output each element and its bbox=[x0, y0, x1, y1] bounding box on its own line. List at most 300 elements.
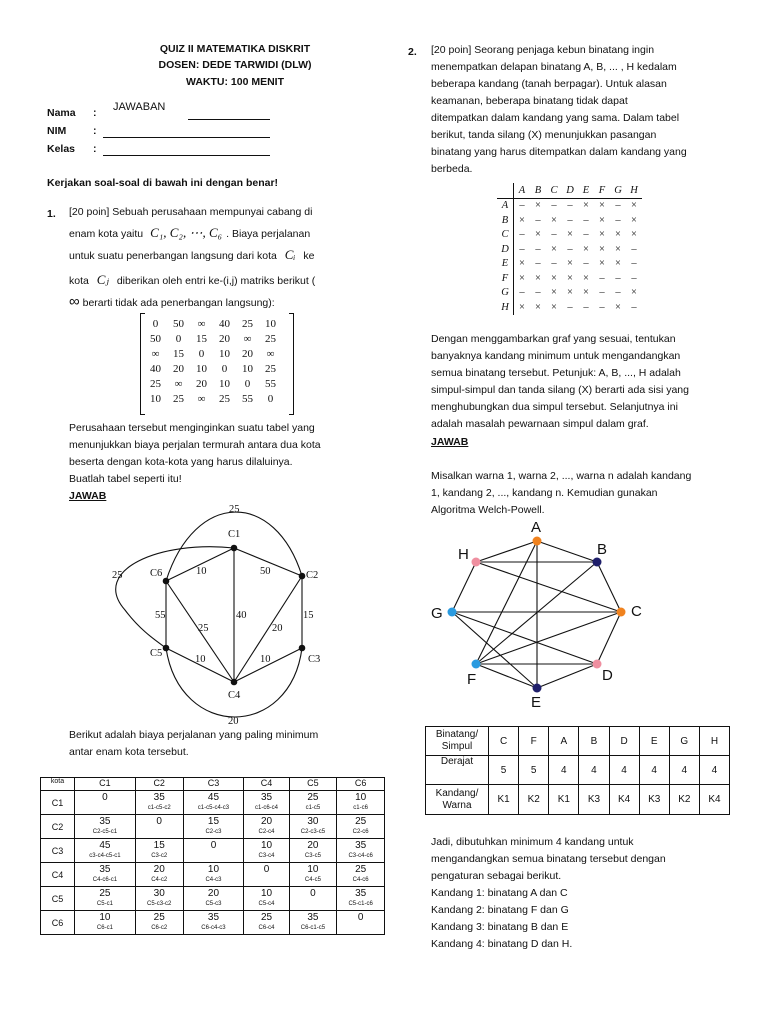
cost-value: 0 bbox=[263, 864, 270, 875]
cost-cell bbox=[337, 863, 385, 887]
node-h bbox=[472, 558, 481, 567]
matrix-cell: 0 bbox=[175, 332, 182, 345]
matrix-cell: ∞ bbox=[151, 347, 160, 360]
row-header: C3 bbox=[41, 839, 75, 863]
cost-value: 20 bbox=[153, 864, 165, 875]
matrix-cell: 10 bbox=[196, 362, 207, 375]
cost-value: 0 bbox=[310, 888, 316, 899]
cross-cell: – bbox=[583, 214, 589, 226]
cell: K4 bbox=[699, 785, 729, 815]
row-label: Derajat bbox=[426, 756, 489, 785]
cost-path: C2-c5-c1 bbox=[92, 829, 118, 835]
cross-cell: – bbox=[599, 301, 605, 313]
cost-path: c1-c5 bbox=[305, 805, 321, 811]
cross-cell: – bbox=[615, 214, 621, 226]
cost-cell bbox=[337, 791, 385, 815]
col-header: C3 bbox=[183, 778, 244, 791]
node-label-c6: C6 bbox=[150, 568, 163, 579]
q2-para1-line: menempatkan delapan binatang A, B, ... , H kedalam bbox=[431, 61, 677, 73]
cross-cell: × bbox=[535, 200, 541, 212]
nim-colon: : bbox=[93, 125, 97, 137]
cost-path: C2-c3 bbox=[205, 829, 222, 835]
q2-para3-line: Algoritma Welch-Powell. bbox=[431, 504, 545, 516]
q1-answer-label: JAWAB bbox=[69, 490, 107, 502]
matrix-cell: 10 bbox=[150, 392, 161, 405]
cost-cell bbox=[337, 911, 385, 935]
cross-cell: – bbox=[551, 229, 557, 241]
q1-summary-line: antar enam kota tersebut. bbox=[69, 746, 189, 758]
node-c bbox=[617, 608, 626, 617]
cross-col-header: A bbox=[514, 183, 531, 198]
cross-cell: × bbox=[583, 272, 589, 284]
node-e bbox=[533, 684, 542, 693]
cell: K3 bbox=[579, 785, 609, 815]
min-cost-table bbox=[40, 777, 385, 935]
edge-d-e bbox=[537, 664, 597, 688]
matrix-cell: 0 bbox=[221, 362, 228, 375]
cross-cell: × bbox=[599, 243, 605, 255]
q1-line2b: . Biaya perjalanan bbox=[226, 228, 311, 240]
cross-cell: × bbox=[599, 214, 605, 226]
cost-cell bbox=[183, 815, 244, 839]
cell: K1 bbox=[549, 785, 579, 815]
cross-cell: – bbox=[631, 243, 637, 255]
cross-cell: – bbox=[583, 301, 589, 313]
node-label-c2: C2 bbox=[306, 570, 319, 581]
edge-c2-c4 bbox=[234, 576, 302, 682]
table-row bbox=[41, 791, 385, 815]
matrix-cell: 20 bbox=[242, 347, 253, 360]
edge-weight: 10 bbox=[195, 654, 206, 665]
edge-weight: 50 bbox=[260, 566, 271, 577]
q1-cj: Cⱼ bbox=[96, 272, 109, 287]
cross-row bbox=[497, 286, 642, 301]
edge-c1-c5 bbox=[116, 547, 234, 648]
cost-value: 35 bbox=[260, 792, 273, 803]
cell: 4 bbox=[549, 756, 579, 785]
cost-value: 10 bbox=[207, 864, 220, 875]
matrix-cell: 10 bbox=[242, 362, 253, 375]
q2-para1-line: beberapa kandang (tanah berpagar). Untuk alasan bbox=[431, 78, 667, 90]
node-label-c3: C3 bbox=[308, 654, 321, 665]
cost-path: C6-c4 bbox=[258, 925, 275, 931]
cross-cell: – bbox=[535, 287, 541, 299]
cross-row-header: G bbox=[497, 286, 514, 301]
table-row bbox=[41, 887, 385, 911]
node-label-c: C bbox=[631, 603, 642, 620]
q1-para bbox=[69, 420, 362, 488]
node-c5 bbox=[163, 645, 170, 652]
cost-path: C4-c6-c1 bbox=[92, 877, 118, 883]
cost-path: C6-c4-c3 bbox=[201, 925, 226, 931]
matrix-row bbox=[144, 331, 282, 346]
matrix-cell: 55 bbox=[242, 392, 253, 405]
cross-cell: – bbox=[519, 229, 525, 241]
cost-cell bbox=[135, 887, 183, 911]
cost-value: 10 bbox=[99, 912, 111, 923]
q1-summary bbox=[69, 727, 362, 761]
cross-col-header: E bbox=[578, 183, 594, 198]
cost-matrix bbox=[144, 316, 282, 406]
quiz-title: QUIZ II MATEMATIKA DISKRIT bbox=[159, 43, 311, 55]
cost-path: C4-c6 bbox=[352, 877, 369, 883]
cell: 4 bbox=[669, 756, 699, 785]
node-c1 bbox=[231, 545, 238, 552]
cell: K4 bbox=[609, 785, 639, 815]
cross-cell: × bbox=[567, 258, 573, 270]
cross-cell: × bbox=[615, 229, 621, 241]
cost-cell bbox=[75, 791, 136, 815]
nim-line[interactable] bbox=[103, 125, 270, 138]
edge-c-h bbox=[476, 562, 621, 612]
cross-corner bbox=[497, 183, 514, 198]
conclusion-line: Kandang 1: binatang A dan C bbox=[431, 887, 568, 899]
node-b bbox=[593, 558, 602, 567]
cross-cell: – bbox=[615, 287, 621, 299]
node-label-c4: C4 bbox=[228, 690, 241, 701]
cost-value: 0 bbox=[102, 792, 108, 803]
cross-row-header: E bbox=[497, 257, 514, 272]
cell: 5 bbox=[519, 756, 549, 785]
q2-answer-label: JAWAB bbox=[431, 436, 469, 448]
cross-col-header: F bbox=[594, 183, 610, 198]
table-row bbox=[41, 839, 385, 863]
cost-cell bbox=[289, 839, 337, 863]
q2-conclusion bbox=[431, 834, 723, 953]
cost-value: 35 bbox=[207, 912, 220, 923]
cross-cell: × bbox=[615, 243, 621, 255]
matrix-cell: 20 bbox=[173, 362, 184, 375]
node-label-a: A bbox=[531, 519, 542, 536]
cost-cell bbox=[75, 815, 136, 839]
cross-cell: × bbox=[519, 301, 525, 313]
cross-cell: × bbox=[631, 214, 637, 226]
cross-cell: × bbox=[615, 258, 621, 270]
matrix-row bbox=[144, 376, 282, 391]
q1-line5-text: berarti tidak ada penerbangan langsung): bbox=[82, 297, 275, 309]
matrix-cell: ∞ bbox=[174, 377, 183, 390]
cross-header-row bbox=[497, 183, 642, 198]
edge-g-h bbox=[452, 562, 476, 612]
cross-cell: × bbox=[519, 214, 525, 226]
cost-cell bbox=[75, 839, 136, 863]
q1-graph bbox=[100, 500, 340, 730]
q2-para1-line: keamanan, beberapa binatang tidak dapat bbox=[431, 95, 628, 107]
node-label-d: D bbox=[602, 667, 613, 684]
q1-line3-text: untuk suatu penerbangan langsung dari kota bbox=[69, 250, 277, 262]
q1-para-line: Perusahaan tersebut menginginkan suatu tabel yang bbox=[69, 422, 315, 434]
conclusion-line: Kandang 2: binatang F dan G bbox=[431, 904, 569, 916]
cross-cell: – bbox=[567, 243, 573, 255]
matrix-cell: 25 bbox=[242, 317, 253, 330]
cross-cell: × bbox=[599, 229, 605, 241]
cross-cell: – bbox=[567, 301, 573, 313]
cross-row-header: H bbox=[497, 300, 514, 315]
cell: K1 bbox=[489, 785, 519, 815]
matrix-cell: 40 bbox=[150, 362, 161, 375]
cell: H bbox=[699, 727, 729, 756]
cost-path: C3-c2 bbox=[151, 853, 168, 859]
node-label-g: G bbox=[431, 605, 443, 622]
cross-row bbox=[497, 271, 642, 286]
cost-value: 35 bbox=[153, 792, 165, 803]
cross-row-header: C bbox=[497, 228, 514, 243]
cost-value: 10 bbox=[260, 888, 273, 899]
cross-cell: × bbox=[535, 272, 541, 284]
cross-cell: – bbox=[551, 258, 557, 270]
conflict-table bbox=[497, 183, 642, 315]
cost-cell bbox=[135, 839, 183, 863]
cross-cell: × bbox=[631, 287, 637, 299]
q2-graph bbox=[425, 515, 655, 715]
q2-para2-line: banyaknya kandang minimum untuk mengandangkan bbox=[431, 350, 681, 362]
row-header: C1 bbox=[41, 791, 75, 815]
matrix-row bbox=[144, 391, 282, 406]
edge-weight: 25 bbox=[112, 570, 123, 581]
node-a bbox=[533, 537, 542, 546]
matrix-row bbox=[144, 361, 282, 376]
cost-cell bbox=[183, 863, 244, 887]
cost-path: C2-c4 bbox=[258, 829, 275, 835]
q1-kota: kota bbox=[69, 275, 89, 287]
cost-value: 35 bbox=[307, 912, 319, 923]
node-c3 bbox=[299, 645, 306, 652]
cell: A bbox=[549, 727, 579, 756]
q1-line4b: diberikan oleh entri ke-(i,j) matriks berikut ( bbox=[116, 275, 316, 287]
matrix-cell: 25 bbox=[265, 362, 276, 375]
matrix-cell: 25 bbox=[150, 377, 161, 390]
cell: E bbox=[639, 727, 669, 756]
cost-path: C3-c4 bbox=[258, 853, 275, 859]
q1-line5 bbox=[69, 293, 362, 312]
matrix-row bbox=[144, 316, 282, 331]
table-corner: kota bbox=[41, 778, 75, 791]
cost-path: c1-c6-c4 bbox=[254, 805, 278, 811]
cell: 4 bbox=[609, 756, 639, 785]
time-line: WAKTU: 100 MENIT bbox=[185, 76, 284, 88]
cross-row bbox=[497, 257, 642, 272]
matrix-cell: 10 bbox=[219, 347, 230, 360]
kelas-label: Kelas bbox=[47, 143, 76, 155]
cost-value: 10 bbox=[355, 792, 367, 803]
row-header: C4 bbox=[41, 863, 75, 887]
cost-cell bbox=[75, 911, 136, 935]
q2-para1-line: binatang yang harus ditempatkan dalam kandang yang bbox=[431, 146, 687, 158]
node-label-b: B bbox=[597, 541, 608, 558]
cross-cell: × bbox=[551, 287, 557, 299]
cross-cell: × bbox=[535, 229, 541, 241]
matrix-cell: 55 bbox=[265, 377, 276, 390]
q2-para3-line: 1, kandang 2, ..., kandang n. Kemudian gunakan bbox=[431, 487, 658, 499]
cost-cell bbox=[289, 791, 337, 815]
nim-label: NIM bbox=[47, 125, 67, 137]
conclusion-line: Jadi, dibutuhkan minimum 4 kandang untuk bbox=[431, 836, 634, 848]
cost-path: C6-c2 bbox=[151, 925, 168, 931]
conclusion-line: Kandang 4: binatang D dan H. bbox=[431, 938, 573, 950]
matrix-cell: 40 bbox=[219, 317, 230, 330]
cross-cell: – bbox=[583, 258, 589, 270]
matrix-row bbox=[144, 346, 282, 361]
nama-line[interactable] bbox=[188, 107, 270, 120]
matrix-cell: 25 bbox=[219, 392, 230, 405]
col-header: C2 bbox=[135, 778, 183, 791]
cross-cell: × bbox=[631, 229, 637, 241]
kelas-line[interactable] bbox=[103, 143, 270, 156]
cell: F bbox=[519, 727, 549, 756]
conclusion-line: Kandang 3: binatang B dan E bbox=[431, 921, 569, 933]
cross-cell: – bbox=[519, 287, 525, 299]
edge-weight: 55 bbox=[155, 610, 166, 621]
cross-cell: – bbox=[519, 200, 525, 212]
cost-value: 25 bbox=[99, 888, 111, 899]
cost-path: C5-c4 bbox=[258, 901, 275, 907]
cost-cell bbox=[337, 815, 385, 839]
cross-col-header: B bbox=[530, 183, 546, 198]
cross-cell: × bbox=[583, 243, 589, 255]
cross-cell: – bbox=[631, 258, 637, 270]
cost-cell bbox=[244, 839, 289, 863]
cross-col-header: G bbox=[610, 183, 626, 198]
cost-path: c1-c5-c4-c3 bbox=[197, 805, 230, 811]
cost-path: C2-c3-c5 bbox=[300, 829, 326, 835]
cross-col-header: C bbox=[546, 183, 562, 198]
cost-cell bbox=[135, 815, 183, 839]
q2-para2 bbox=[431, 331, 723, 433]
q1-para-line: menunjukkan biaya perjalan termurah antara dua kota bbox=[69, 439, 321, 451]
matrix-cell: 10 bbox=[265, 317, 276, 330]
row-header: C6 bbox=[41, 911, 75, 935]
matrix-cell: 10 bbox=[219, 377, 230, 390]
matrix-cell: ∞ bbox=[197, 392, 206, 405]
lecturer-line: DOSEN: DEDE TARWIDI (DLW) bbox=[158, 59, 312, 71]
q1-para-line: beserta dengan kota-kota yang harus dilaluinya. bbox=[69, 456, 293, 468]
q2-para2-line: menghubungkan dua simpul tersebut. Selanjutnya ini bbox=[431, 401, 678, 413]
cell: 4 bbox=[579, 756, 609, 785]
cross-row bbox=[497, 198, 642, 213]
matrix-cell: 20 bbox=[219, 332, 230, 345]
node-c4 bbox=[231, 679, 238, 686]
cross-row-header: A bbox=[497, 198, 514, 213]
cost-path: C5-c1-c6 bbox=[348, 901, 373, 907]
cross-cell: × bbox=[519, 272, 525, 284]
cost-value: 15 bbox=[153, 840, 165, 851]
q2-para1-line: berikut, tanda silang (X) menunjukkan pasangan bbox=[431, 129, 657, 141]
table-row bbox=[41, 911, 385, 935]
cost-cell bbox=[289, 815, 337, 839]
node-label-h: H bbox=[458, 546, 469, 563]
cost-value: 25 bbox=[153, 912, 165, 923]
row-label: Binatang/ Simpul bbox=[426, 727, 489, 756]
cost-value: 35 bbox=[355, 840, 367, 851]
cross-cell: – bbox=[615, 272, 621, 284]
matrix-cell: 50 bbox=[150, 332, 161, 345]
cell: K3 bbox=[639, 785, 669, 815]
cost-path: C4-c5 bbox=[304, 877, 321, 883]
cost-path: C3-c4-c6 bbox=[348, 853, 373, 859]
cost-value: 20 bbox=[260, 816, 273, 827]
cost-value: 0 bbox=[156, 816, 162, 827]
cost-cell bbox=[289, 863, 337, 887]
node-g bbox=[448, 608, 457, 617]
q1-infinity: ∞ bbox=[69, 293, 80, 310]
cell: 4 bbox=[699, 756, 729, 785]
col-header: C5 bbox=[289, 778, 337, 791]
q2-points: [20 poin] bbox=[431, 44, 472, 56]
q2-para2-line: simpul-simpul dan tanda silang (X) berarti ada sisi yang bbox=[431, 384, 689, 396]
cost-path: c1-c6 bbox=[353, 805, 368, 811]
q2-para1-line: berbeda. bbox=[431, 163, 473, 175]
cross-cell: – bbox=[615, 200, 621, 212]
cost-path: C2-c6 bbox=[352, 829, 369, 835]
cost-path: C5-c3-c2 bbox=[147, 901, 172, 907]
q1-line2 bbox=[69, 224, 362, 243]
cost-value: 25 bbox=[355, 864, 367, 875]
cross-cell: – bbox=[551, 200, 557, 212]
node-label-e: E bbox=[531, 694, 542, 711]
cross-cell: × bbox=[615, 301, 621, 313]
col-header: C4 bbox=[244, 778, 289, 791]
cost-path: c1-c5-c2 bbox=[147, 805, 171, 811]
cross-cell: – bbox=[631, 301, 637, 313]
q1-summary-line: Berikut adalah biaya perjalanan yang paling minimum bbox=[69, 729, 319, 741]
edge-weight: 20 bbox=[228, 716, 239, 727]
cost-cell bbox=[135, 911, 183, 935]
cross-row-header: D bbox=[497, 242, 514, 257]
q2-para1-line: ditempatkan dalam kandang yang sama. Dalam tabel bbox=[431, 112, 680, 124]
cost-value: 0 bbox=[357, 912, 364, 923]
matrix-cell: 20 bbox=[196, 377, 207, 390]
row-header: C5 bbox=[41, 887, 75, 911]
cross-cell: – bbox=[599, 272, 605, 284]
cost-cell bbox=[244, 887, 289, 911]
edge-weight: 10 bbox=[260, 654, 271, 665]
cost-path: C3-c5 bbox=[304, 853, 321, 859]
matrix-cell: 25 bbox=[173, 392, 184, 405]
q1-line1-text: Sebuah perusahaan mempunyai cabang di bbox=[112, 206, 313, 218]
cost-value: 20 bbox=[207, 888, 220, 899]
cross-cell: × bbox=[535, 301, 541, 313]
cross-cell: × bbox=[567, 287, 573, 299]
cost-value: 20 bbox=[307, 840, 319, 851]
cross-row-header: F bbox=[497, 271, 514, 286]
cost-cell bbox=[244, 911, 289, 935]
q1-line4 bbox=[69, 271, 362, 290]
instruction: Kerjakan soal-soal di bawah ini dengan benar! bbox=[47, 177, 279, 189]
matrix-cell: 25 bbox=[265, 332, 276, 345]
nama-value: JAWABAN bbox=[113, 101, 166, 113]
table-row bbox=[41, 815, 385, 839]
conclusion-line: pengaturan sebagai berikut. bbox=[431, 870, 562, 882]
edge-weight: 40 bbox=[236, 610, 247, 621]
cross-row bbox=[497, 300, 642, 315]
cost-value: 35 bbox=[99, 864, 111, 875]
cost-cell bbox=[337, 839, 385, 863]
kelas-colon: : bbox=[93, 143, 97, 155]
cross-row bbox=[497, 242, 642, 257]
cost-value: 10 bbox=[260, 840, 273, 851]
cross-cell: – bbox=[535, 214, 541, 226]
q1-ke: ke bbox=[303, 250, 315, 262]
q2-para1 bbox=[431, 42, 723, 178]
cell: B bbox=[579, 727, 609, 756]
cost-value: 0 bbox=[210, 840, 217, 851]
cost-value: 30 bbox=[307, 816, 319, 827]
matrix-cell: 0 bbox=[244, 377, 251, 390]
matrix-cell: 0 bbox=[267, 392, 274, 405]
cell: G bbox=[669, 727, 699, 756]
cost-path: C5-c1 bbox=[96, 901, 113, 907]
matrix-cell: ∞ bbox=[266, 347, 275, 360]
